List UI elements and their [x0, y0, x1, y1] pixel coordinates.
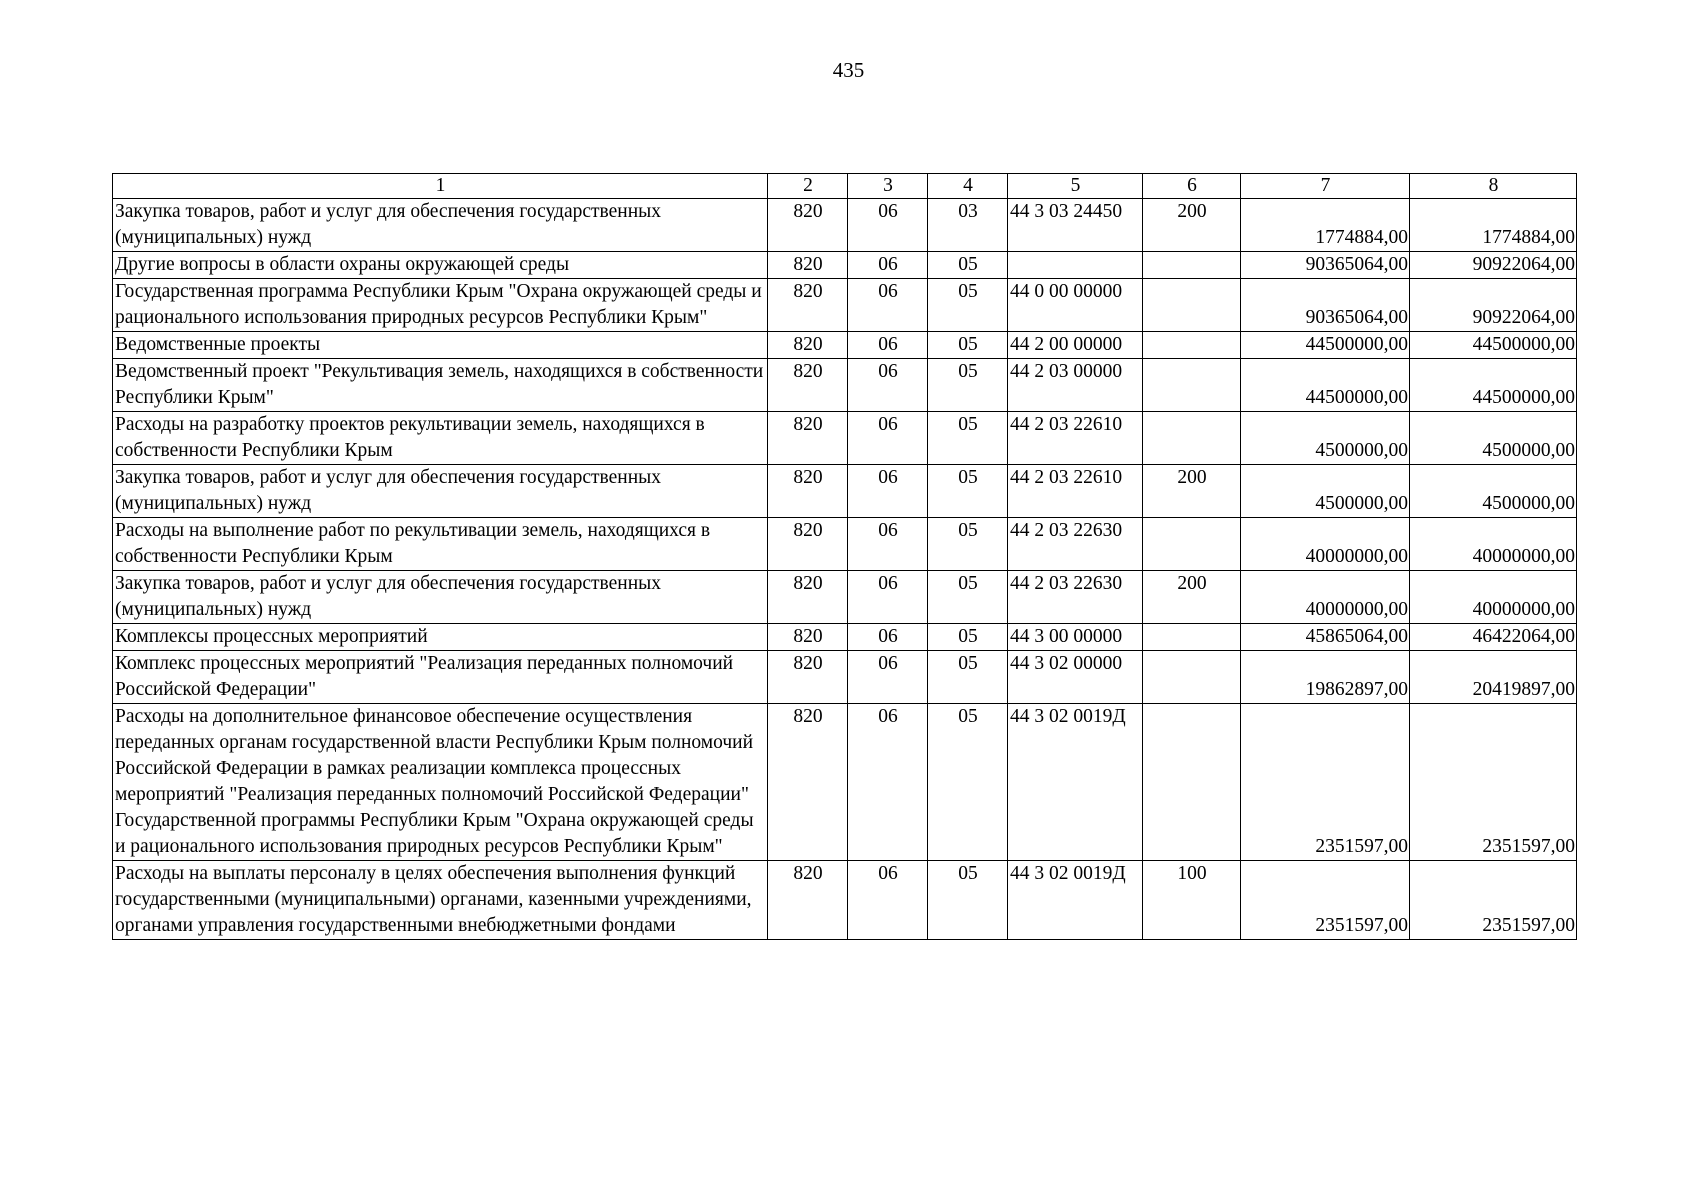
row-name-cell: Расходы на разработку проектов рекультивации земель, находящихся в собственности Республики Крым — [113, 412, 768, 465]
amount-year2-cell: 20419897,00 — [1410, 651, 1577, 704]
amount-year2-cell: 1774884,00 — [1410, 199, 1577, 252]
expense-type-cell: 200 — [1143, 571, 1241, 624]
expense-type-cell — [1143, 651, 1241, 704]
admin-code-cell: 820 — [768, 624, 848, 651]
target-article-cell: 44 2 00 00000 — [1008, 332, 1143, 359]
amount-year2-cell: 2351597,00 — [1410, 861, 1577, 940]
header-cell: 4 — [928, 174, 1008, 199]
admin-code-cell: 820 — [768, 252, 848, 279]
table-row — [113, 704, 1577, 861]
target-article-cell: 44 3 02 0019Д — [1008, 861, 1143, 940]
amount-year1-cell: 44500000,00 — [1241, 332, 1410, 359]
expense-type-cell: 200 — [1143, 199, 1241, 252]
target-article-cell: 44 2 03 22610 — [1008, 465, 1143, 518]
section-cell: 06 — [848, 651, 928, 704]
row-name-cell: Закупка товаров, работ и услуг для обеспечения государственных (муниципальных) нужд — [113, 199, 768, 252]
amount-year2-cell: 90922064,00 — [1410, 252, 1577, 279]
target-article-cell: 44 3 03 24450 — [1008, 199, 1143, 252]
table-row — [113, 651, 1577, 704]
subsection-cell: 05 — [928, 624, 1008, 651]
target-article-cell: 44 3 02 00000 — [1008, 651, 1143, 704]
row-name-cell: Ведомственный проект "Рекультивация земель, находящихся в собственности Республики Крым" — [113, 359, 768, 412]
admin-code-cell: 820 — [768, 279, 848, 332]
row-name-cell: Расходы на выполнение работ по рекультивации земель, находящихся в собственности Республики Крым — [113, 518, 768, 571]
amount-year1-cell: 2351597,00 — [1241, 704, 1410, 861]
header-cell: 1 — [113, 174, 768, 199]
table-row — [113, 624, 1577, 651]
admin-code-cell: 820 — [768, 359, 848, 412]
target-article-cell: 44 0 00 00000 — [1008, 279, 1143, 332]
table-row — [113, 861, 1577, 940]
row-name-cell: Ведомственные проекты — [113, 332, 768, 359]
target-article-cell: 44 3 00 00000 — [1008, 624, 1143, 651]
amount-year1-cell: 90365064,00 — [1241, 252, 1410, 279]
header-cell: 2 — [768, 174, 848, 199]
table-row — [113, 518, 1577, 571]
admin-code-cell: 820 — [768, 861, 848, 940]
section-cell: 06 — [848, 861, 928, 940]
header-cell: 6 — [1143, 174, 1241, 199]
target-article-cell: 44 3 02 0019Д — [1008, 704, 1143, 861]
table-body — [113, 174, 1577, 940]
budget-table — [112, 173, 1577, 940]
expense-type-cell — [1143, 359, 1241, 412]
section-cell: 06 — [848, 624, 928, 651]
section-cell: 06 — [848, 332, 928, 359]
expense-type-cell — [1143, 624, 1241, 651]
admin-code-cell: 820 — [768, 412, 848, 465]
row-name-cell: Другие вопросы в области охраны окружающей среды — [113, 252, 768, 279]
header-cell: 5 — [1008, 174, 1143, 199]
header-cell: 7 — [1241, 174, 1410, 199]
amount-year1-cell: 4500000,00 — [1241, 465, 1410, 518]
amount-year1-cell: 40000000,00 — [1241, 571, 1410, 624]
section-cell: 06 — [848, 359, 928, 412]
amount-year1-cell: 40000000,00 — [1241, 518, 1410, 571]
row-name-cell: Закупка товаров, работ и услуг для обеспечения государственных (муниципальных) нужд — [113, 465, 768, 518]
subsection-cell: 05 — [928, 332, 1008, 359]
amount-year2-cell: 44500000,00 — [1410, 359, 1577, 412]
subsection-cell: 05 — [928, 252, 1008, 279]
admin-code-cell: 820 — [768, 651, 848, 704]
expense-type-cell: 200 — [1143, 465, 1241, 518]
amount-year1-cell: 2351597,00 — [1241, 861, 1410, 940]
row-name-cell: Комплекс процессных мероприятий "Реализация переданных полномочий Российской Федерации" — [113, 651, 768, 704]
row-name-cell: Расходы на выплаты персоналу в целях обеспечения выполнения функций государственными (муниципальными) органами, казенными учреждениями, органами управления государственными внебюджетными фондами — [113, 861, 768, 940]
amount-year1-cell: 90365064,00 — [1241, 279, 1410, 332]
amount-year2-cell: 4500000,00 — [1410, 465, 1577, 518]
admin-code-cell: 820 — [768, 704, 848, 861]
admin-code-cell: 820 — [768, 332, 848, 359]
target-article-cell: 44 2 03 00000 — [1008, 359, 1143, 412]
amount-year2-cell: 46422064,00 — [1410, 624, 1577, 651]
table-row — [113, 332, 1577, 359]
expense-type-cell: 100 — [1143, 861, 1241, 940]
admin-code-cell: 820 — [768, 571, 848, 624]
amount-year2-cell: 4500000,00 — [1410, 412, 1577, 465]
subsection-cell: 05 — [928, 412, 1008, 465]
section-cell: 06 — [848, 704, 928, 861]
amount-year2-cell: 40000000,00 — [1410, 518, 1577, 571]
subsection-cell: 05 — [928, 518, 1008, 571]
page-number: 435 — [832, 58, 865, 82]
expense-type-cell — [1143, 252, 1241, 279]
target-article-cell: 44 2 03 22610 — [1008, 412, 1143, 465]
header-cell: 8 — [1410, 174, 1577, 199]
amount-year2-cell: 40000000,00 — [1410, 571, 1577, 624]
amount-year1-cell: 1774884,00 — [1241, 199, 1410, 252]
table-row — [113, 199, 1577, 252]
row-name-cell: Закупка товаров, работ и услуг для обеспечения государственных (муниципальных) нужд — [113, 571, 768, 624]
section-cell: 06 — [848, 465, 928, 518]
amount-year2-cell: 44500000,00 — [1410, 332, 1577, 359]
table-row — [113, 279, 1577, 332]
admin-code-cell: 820 — [768, 518, 848, 571]
expense-type-cell — [1143, 518, 1241, 571]
target-article-cell: 44 2 03 22630 — [1008, 518, 1143, 571]
subsection-cell: 05 — [928, 279, 1008, 332]
subsection-cell: 05 — [928, 359, 1008, 412]
amount-year1-cell: 4500000,00 — [1241, 412, 1410, 465]
admin-code-cell: 820 — [768, 199, 848, 252]
row-name-cell: Комплексы процессных мероприятий — [113, 624, 768, 651]
table-row — [113, 252, 1577, 279]
subsection-cell: 05 — [928, 861, 1008, 940]
section-cell: 06 — [848, 571, 928, 624]
expense-type-cell — [1143, 412, 1241, 465]
table-row — [113, 359, 1577, 412]
amount-year1-cell: 19862897,00 — [1241, 651, 1410, 704]
amount-year1-cell: 45865064,00 — [1241, 624, 1410, 651]
row-name-cell: Государственная программа Республики Крым "Охрана окружающей среды и рационального использования природных ресурсов Республики Крым" — [113, 279, 768, 332]
section-cell: 06 — [848, 279, 928, 332]
admin-code-cell: 820 — [768, 465, 848, 518]
table-row — [113, 571, 1577, 624]
table-row — [113, 412, 1577, 465]
table-row — [113, 465, 1577, 518]
subsection-cell: 05 — [928, 465, 1008, 518]
subsection-cell: 03 — [928, 199, 1008, 252]
row-name-cell: Расходы на дополнительное финансовое обеспечение осуществления переданных органам государственной власти Республики Крым полномочий Российской Федерации в рамках реализации комплекса процессных мероприятий "Реализация переданных полномочий Российской Федерации" Государственной программы Республики Крым "Охрана окружающей среды и рационального использования природных ресурсов Республики Крым" — [113, 704, 768, 861]
header-row — [113, 174, 1577, 199]
subsection-cell: 05 — [928, 704, 1008, 861]
amount-year2-cell: 2351597,00 — [1410, 704, 1577, 861]
subsection-cell: 05 — [928, 571, 1008, 624]
target-article-cell — [1008, 252, 1143, 279]
amount-year2-cell: 90922064,00 — [1410, 279, 1577, 332]
expense-type-cell — [1143, 332, 1241, 359]
header-cell: 3 — [848, 174, 928, 199]
section-cell: 06 — [848, 518, 928, 571]
amount-year1-cell: 44500000,00 — [1241, 359, 1410, 412]
expense-type-cell — [1143, 279, 1241, 332]
section-cell: 06 — [848, 412, 928, 465]
subsection-cell: 05 — [928, 651, 1008, 704]
expense-type-cell — [1143, 704, 1241, 861]
section-cell: 06 — [848, 252, 928, 279]
section-cell: 06 — [848, 199, 928, 252]
target-article-cell: 44 2 03 22630 — [1008, 571, 1143, 624]
